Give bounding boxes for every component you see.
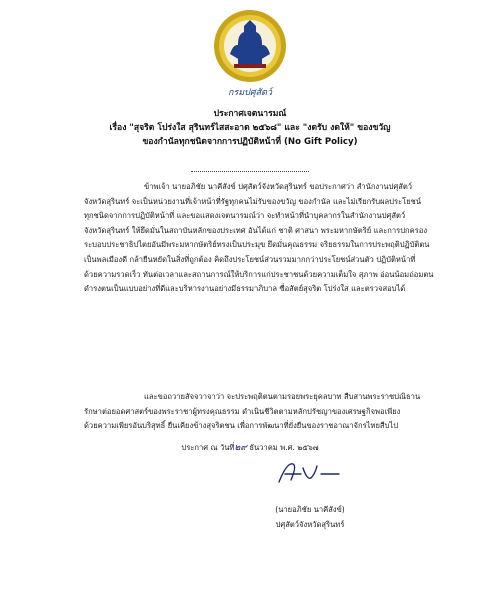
signer-name: (นายอภิชัย นาคีสังข์) [275, 505, 345, 514]
announcement-subject: เรื่อง "สุจริต โปร่งใส สุรินทร์ไสสะอาด ๒๕๖๘" และ "งดรับ งดให้" ของขวัญ [109, 123, 391, 133]
date-prefix: ประกาศ ณ วันที่ [181, 443, 235, 452]
announcement-heading: ประกาศเจตนารมณ์ [213, 109, 287, 119]
seal-graphic [208, 8, 292, 100]
date-suffix: ธันวาคม พ.ศ. ๒๕๖๗ [246, 443, 319, 452]
handwritten-signature [275, 458, 345, 488]
signature-graphic [275, 458, 345, 488]
announcement-subject-line2: ของกำนัลทุกชนิดจากการปฏิบัติหน้าที่ (No Gift Policy) [142, 137, 358, 147]
paragraph-line: ด้วยความเพียรอันบริสุทธิ์ ยืนเคียงข้างสุจริตชน เพื่อการพัฒนาที่ยั่งยืนของราชอาณาจักรไทยสืบไป [84, 421, 399, 431]
paragraph-line: เป็นพลเมืองดี กล้ายืนหยัดในสิ่งที่ถูกต้อง คิดถึงประโยชน์ส่วนรวมมากกว่าประโยชน์ส่วนตัว ปฏิบัติหน้าที่ [84, 254, 416, 264]
paragraph-line: ดำรงตนเป็นแบบอย่างที่ดีและบริหารงานอย่างมีธรรมาภิบาล ซื่อสัตย์สุจริต โปร่งใส และตรวจสอบได้ [84, 284, 406, 294]
seal-caption: กรมปศุสัตว์ [227, 88, 273, 98]
paragraph-line: จังหวัดสุรินทร์ จะเป็นหน่วยงานที่เจ้าหน้าที่รัฐทุกคนไม่รับของขวัญ ของกำนัล และไม่เรียกรับผลประโยชน์ [84, 196, 422, 206]
dotted-divider [191, 171, 309, 172]
body-paragraph-1 [84, 180, 444, 297]
date-day-handwritten: ๒๙ [234, 443, 247, 453]
paragraph-line: ระบอบประชาธิปไตยอันมีพระมหากษัตริย์ทรงเป็นประมุข ยึดมั่นคุณธรรม จริยธรรมในการประพฤติปฏิบัติตน [84, 240, 430, 250]
announcement-date [0, 440, 500, 454]
paragraph-line: รักษาต่อยอดศาสตร์ของพระราชาผู้ทรงคุณธรรม ดำเนินชีวิตตามหลักปรัชญาของเศรษฐกิจพอเพียง [84, 406, 401, 416]
department-seal-logo [208, 8, 292, 100]
seal-base [234, 64, 266, 68]
signer-position: ปศุสัตว์จังหวัดสุรินทร์ [275, 520, 345, 529]
paragraph-line: และขอถวายสัจจวาจาว่า จะประพฤติตนตามรอยพระยุคลบาท สืบสานพระราชปณิธาน [144, 392, 421, 401]
paragraph-line: ข้าพเจ้า นายอภิชัย นาคีสังข์ ปศุสัตว์จังหวัดสุรินทร์ ขอประกาศว่า สำนักงานปศุสัตว์ [144, 182, 413, 191]
paragraph-line: จังหวัดสุรินทร์ ให้ยึดมั่นในสถาบันหลักของประเทศ อันได้แก่ ชาติ ศาสนา พระมหากษัตริย์ และการปกครอง [84, 225, 428, 235]
paragraph-line: ทุกชนิดจากการปฏิบัติหน้าที่ และขอแสดงเจตนารมณ์ว่า จะทำหน้าที่นำบุคลากรในสำนักงานปศุสัตว์ [84, 211, 406, 221]
body-paragraph-2 [84, 390, 444, 434]
paragraph-line: ด้วยความรวดเร็ว ทันต่อเวลาและสถานการณ์ให้บริการแก่ประชาชนด้วยความเต็มใจ สุภาพ อ่อนน้อมถ่อมตน [84, 269, 434, 279]
